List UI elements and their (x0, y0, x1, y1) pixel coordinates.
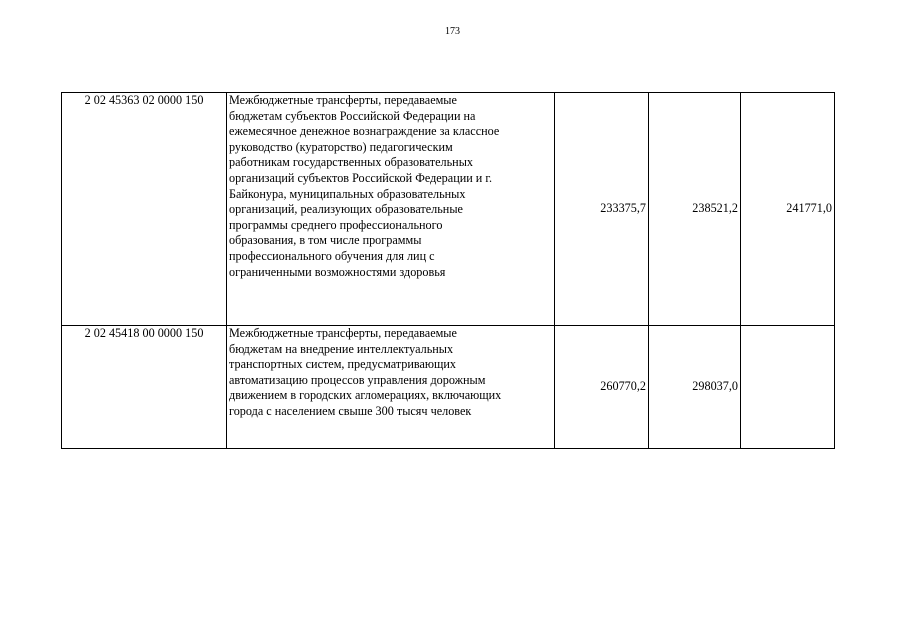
description-line: ежемесячное денежное вознаграждение за классное (229, 124, 500, 139)
description-line: профессионального обучения для лиц с (229, 248, 435, 263)
table-row (62, 326, 835, 449)
page-number: 173 (445, 26, 460, 37)
amount-cell-year-3: 241771,0 (741, 93, 835, 326)
description-line: организаций, реализующих образовательные (229, 202, 463, 217)
description-line: бюджетам субъектов Российской Федерации на (229, 108, 476, 123)
table-row (62, 93, 835, 326)
amount-cell-year-3 (741, 326, 835, 449)
amount-cell-year-2: 238521,2 (649, 93, 741, 326)
description-line: работникам государственных образовательных (229, 155, 473, 170)
description-line: движением в городских агломерациях, включающих (229, 388, 502, 403)
description-cell (227, 326, 555, 449)
description-line: города с населением свыше 300 тысяч человек (229, 403, 472, 418)
budget-code-cell: 2 02 45418 00 0000 150 (62, 326, 227, 449)
description-line: руководство (кураторство) педагогическим (229, 139, 453, 154)
description-line: Межбюджетные трансферты, передаваемые (229, 93, 457, 107)
description-line: программы среднего профессионального (229, 217, 443, 232)
description-line: бюджетам на внедрение интеллектуальных (229, 341, 454, 356)
budget-transfers-table (61, 92, 835, 449)
amount-cell-year-1: 233375,7 (555, 93, 649, 326)
amount-cell-year-1: 260770,2 (555, 326, 649, 449)
description-line: автоматизацию процессов управления дорожным (229, 372, 486, 387)
description-cell (227, 93, 555, 326)
description-line: Межбюджетные трансферты, передаваемые (229, 326, 457, 340)
description-line: образования, в том числе программы (229, 233, 422, 248)
budget-code-cell: 2 02 45363 02 0000 150 (62, 93, 227, 326)
description-line: организаций субъектов Российской Федерации и г. (229, 170, 493, 185)
description-line: Байконура, муниципальных образовательных (229, 186, 466, 201)
description-line: ограниченными возможностями здоровья (229, 264, 446, 279)
amount-cell-year-2: 298037,0 (649, 326, 741, 449)
description-line: транспортных систем, предусматривающих (229, 357, 457, 372)
